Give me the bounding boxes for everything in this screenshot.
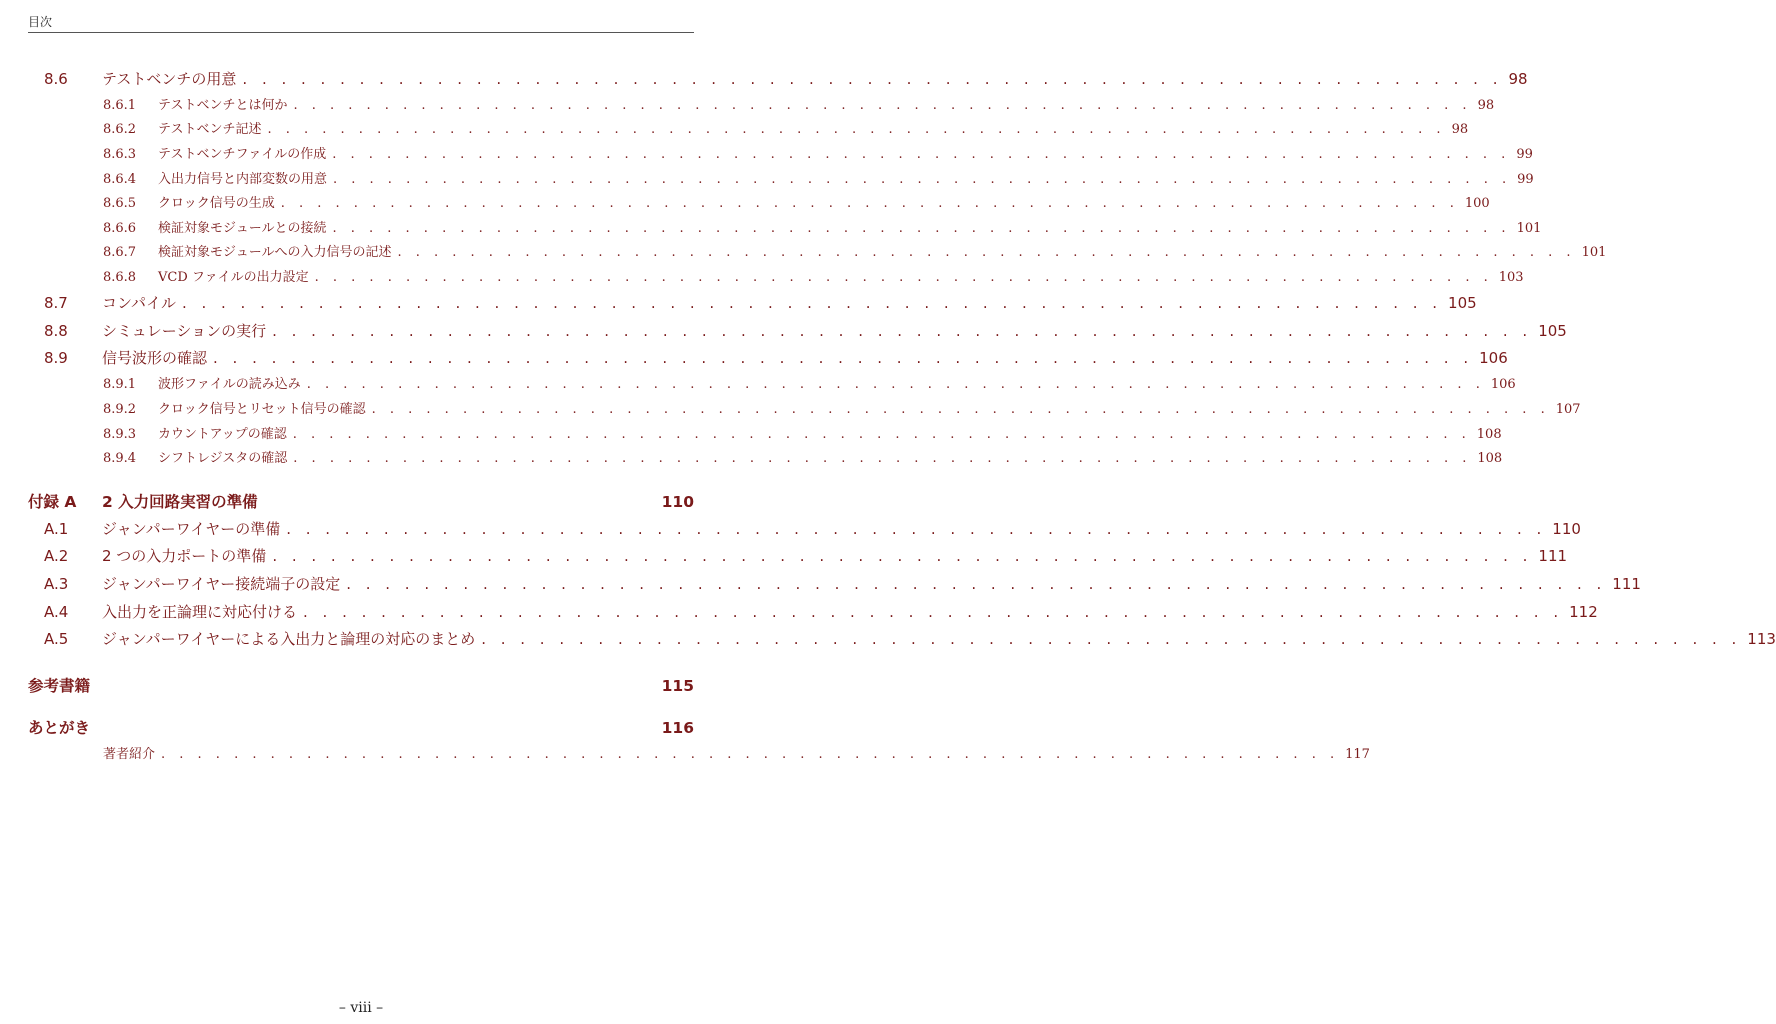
entry-title: 入出力を正論理に対応付ける <box>102 603 298 621</box>
toc-entry-author-profile[interactable] <box>103 743 1370 765</box>
dot-leader: . . . . . . . . . . . . . . . . . . . . . . . . . . . . . . . . . . . . . . . . . . . . . . . . . . . . . . . . . . . . . . . . . <box>332 221 1511 236</box>
toc-entry-8-6-8[interactable] <box>103 266 1524 288</box>
entry-number: 8.6 <box>44 70 68 88</box>
dot-leader: . . . . . . . . . . . . . . . . . . . . . . . . . . . . . . . . . . . . . . . . . . . . . . . . . . . . . . . . . . . . . . . . . <box>346 575 1607 593</box>
entry-title: ジャンパーワイヤー接続端子の設定 <box>102 575 341 593</box>
dot-leader: . . . . . . . . . . . . . . . . . . . . . . . . . . . . . . . . . . . . . . . . . . . . . . . . . . . . . . . . . . . . . . . . . <box>213 349 1474 367</box>
entry-title: テストベンチ記述 <box>158 122 262 137</box>
toc-entry-8-6-5[interactable] <box>103 192 1490 214</box>
entry-page: 108 <box>1476 427 1502 442</box>
entry-page: 98 <box>1451 122 1469 137</box>
entry-page: 116 <box>661 719 694 737</box>
dot-leader: . . . . . . . . . . . . . . . . . . . . . . . . . . . . . . . . . . . . . . . . . . . . . . . . . . . . . . . . . . . . . . . . . <box>303 603 1564 621</box>
entry-page: 111 <box>1538 547 1568 565</box>
dot-leader: . . . . . . . . . . . . . . . . . . . . . . . . . . . . . . . . . . . . . . . . . . . . . . . . . . . . . . . . . . . . . . . . . <box>481 630 1742 648</box>
dot-leader: . . . . . . . . . . . . . . . . . . . . . . . . . . . . . . . . . . . . . . . . . . . . . . . . . . . . . . . . . . . . . . . . . <box>371 402 1550 417</box>
entry-title: テストベンチファイルの作成 <box>158 147 327 162</box>
header-title: 目次 <box>28 15 53 29</box>
entry-number: 8.7 <box>44 294 68 312</box>
entry-page: 105 <box>1538 322 1567 340</box>
entry-title: 信号波形の確認 <box>102 349 208 367</box>
dot-leader: . . . . . . . . . . . . . . . . . . . . . . . . . . . . . . . . . . . . . . . . . . . . . . . . . . . . . . . . . . . . . . . . . <box>267 122 1446 137</box>
toc-entry-8-6-3[interactable] <box>103 143 1533 165</box>
toc-entry-8-9-3[interactable] <box>103 423 1502 445</box>
entry-page: 99 <box>1516 147 1533 162</box>
entry-number: 8.6.7 <box>103 245 137 260</box>
entry-title: テストベンチの用意 <box>102 70 237 88</box>
dot-leader: . . . . . . . . . . . . . . . . . . . . . . . . . . . . . . . . . . . . . . . . . . . . . . . . . . . . . . . . . . . . . . . . . <box>292 427 1471 442</box>
toc-entry-8-6-4[interactable] <box>103 168 1534 190</box>
dot-leader: . . . . . . . . . . . . . . . . . . . . . . . . . . . . . . . . . . . . . . . . . . . . . . . . . . . . . . . . . . . . . . . . . <box>161 747 1340 762</box>
toc-entry-a-3[interactable] <box>44 573 1641 597</box>
toc-entry-8-8[interactable] <box>44 320 1567 344</box>
entry-title: テストベンチとは何か <box>158 98 288 113</box>
toc-entry-8-6-2[interactable] <box>103 118 1469 140</box>
entry-number: 8.8 <box>44 322 68 340</box>
entry-number: 8.6.2 <box>103 122 137 137</box>
entry-number: 8.9.4 <box>103 451 137 466</box>
entry-title: あとがき <box>28 719 91 737</box>
entry-page: 101 <box>1516 221 1542 236</box>
dot-leader: . . . . . . . . . . . . . . . . . . . . . . . . . . . . . . . . . . . . . . . . . . . . . . . . . . . . . . . . . . . . . . . . . <box>293 451 1472 466</box>
entry-page: 110 <box>1552 520 1581 538</box>
entry-title: カウントアップの確認 <box>158 427 287 442</box>
dot-leader: . . . . . . . . . . . . . . . . . . . . . . . . . . . . . . . . . . . . . . . . . . . . . . . . . . . . . . . . . . . . . . . . . <box>306 377 1485 392</box>
entry-page: 113 <box>1747 630 1776 648</box>
entry-title: シフトレジスタの確認 <box>158 451 288 466</box>
toc-entry-8-9-1[interactable] <box>103 373 1516 395</box>
entry-page: 106 <box>1490 377 1516 392</box>
entry-page: 112 <box>1569 603 1598 621</box>
entry-title: 参考書籍 <box>28 677 91 695</box>
toc-chapter-bibliography[interactable] <box>28 674 694 700</box>
entry-number: 8.9.2 <box>103 402 137 417</box>
toc-entry-8-9[interactable] <box>44 347 1508 371</box>
dot-leader: . . . . . . . . . . . . . . . . . . . . . . . . . . . . . . . . . . . . . . . . . . . . . . . . . . . . . . . . . . . . . . . . . <box>280 196 1459 211</box>
entry-number: 8.6.1 <box>103 98 137 113</box>
toc-entry-a-5[interactable] <box>44 628 1776 652</box>
entry-page: 106 <box>1479 349 1508 367</box>
toc-entry-8-6-7[interactable] <box>103 241 1607 263</box>
entry-number: 8.9.1 <box>103 377 137 392</box>
entry-page: 98 <box>1508 70 1528 88</box>
entry-title: 波形ファイルの読み込み <box>158 377 301 392</box>
toc-entry-a-2[interactable] <box>44 545 1568 569</box>
entry-number: A.4 <box>44 603 69 621</box>
entry-page: 115 <box>661 677 694 695</box>
entry-number: 8.6.8 <box>103 270 137 285</box>
entry-page: 108 <box>1477 451 1503 466</box>
entry-page: 117 <box>1345 747 1370 762</box>
entry-title: 2 入力回路実習の準備 <box>102 493 258 511</box>
entry-page: 98 <box>1477 98 1495 113</box>
toc-entry-a-1[interactable] <box>44 518 1581 542</box>
entry-number: 8.9.3 <box>103 427 137 442</box>
dot-leader: . . . . . . . . . . . . . . . . . . . . . . . . . . . . . . . . . . . . . . . . . . . . . . . . . . . . . . . . . . . . . . . . . <box>181 294 1443 312</box>
entry-title: ジャンパーワイヤーの準備 <box>102 520 281 538</box>
entry-page: 105 <box>1448 294 1477 312</box>
dot-leader: . . . . . . . . . . . . . . . . . . . . . . . . . . . . . . . . . . . . . . . . . . . . . . . . . . . . . . . . . . . . . . . . . <box>272 322 1533 340</box>
toc-entry-8-7[interactable] <box>44 292 1477 316</box>
entry-number: 8.6.5 <box>103 196 137 211</box>
entry-number: 8.6.6 <box>103 221 137 236</box>
dot-leader: . . . . . . . . . . . . . . . . . . . . . . . . . . . . . . . . . . . . . . . . . . . . . . . . . . . . . . . . . . . . . . . . . <box>242 70 1503 88</box>
dot-leader: . . . . . . . . . . . . . . . . . . . . . . . . . . . . . . . . . . . . . . . . . . . . . . . . . . . . . . . . . . . . . . . . . <box>272 547 1533 565</box>
entry-number: 8.6.4 <box>103 172 137 187</box>
entry-title: 2 つの入力ポートの準備 <box>102 547 267 565</box>
entry-page: 103 <box>1498 270 1524 285</box>
toc-entry-8-6-1[interactable] <box>103 94 1495 116</box>
entry-number: A.2 <box>44 547 69 565</box>
dot-leader: . . . . . . . . . . . . . . . . . . . . . . . . . . . . . . . . . . . . . . . . . . . . . . . . . . . . . . . . . . . . . . . . . <box>286 520 1547 538</box>
page-number: – viii – <box>338 1000 384 1016</box>
entry-title: コンパイル <box>102 294 176 312</box>
toc-entry-8-9-2[interactable] <box>103 398 1581 420</box>
entry-title: VCD ファイルの出力設定 <box>158 270 309 285</box>
entry-number: 8.6.3 <box>103 147 137 162</box>
entry-title: 著者紹介 <box>103 747 156 762</box>
entry-title: クロック信号の生成 <box>158 196 275 211</box>
entry-page: 110 <box>661 493 694 511</box>
entry-page: 100 <box>1464 196 1490 211</box>
entry-title: ジャンパーワイヤーによる入出力と論理の対応のまとめ <box>102 630 476 648</box>
entry-page: 111 <box>1612 575 1641 593</box>
entry-number: 付録 A <box>28 493 77 511</box>
toc-entry-8-6-6[interactable] <box>103 217 1542 239</box>
dot-leader: . . . . . . . . . . . . . . . . . . . . . . . . . . . . . . . . . . . . . . . . . . . . . . . . . . . . . . . . . . . . . . . . . <box>397 245 1576 260</box>
dot-leader: . . . . . . . . . . . . . . . . . . . . . . . . . . . . . . . . . . . . . . . . . . . . . . . . . . . . . . . . . . . . . . . . . <box>314 270 1493 285</box>
entry-page: 99 <box>1517 172 1534 187</box>
entry-number: A.1 <box>44 520 69 538</box>
dot-leader: . . . . . . . . . . . . . . . . . . . . . . . . . . . . . . . . . . . . . . . . . . . . . . . . . . . . . . . . . . . . . . . . . <box>332 147 1511 162</box>
entry-title: クロック信号とリセット信号の確認 <box>158 402 366 417</box>
entry-title: 入出力信号と内部変数の用意 <box>158 172 328 187</box>
toc-entry-8-9-4[interactable] <box>103 447 1503 469</box>
toc-chapter-afterword[interactable] <box>28 716 694 742</box>
entry-number: A.3 <box>44 575 69 593</box>
entry-number: A.5 <box>44 630 69 648</box>
entry-title: シミュレーションの実行 <box>102 322 267 340</box>
toc-entry-8-6[interactable] <box>44 68 1528 92</box>
entry-page: 101 <box>1581 245 1607 260</box>
toc-chapter-appendix-a[interactable] <box>28 490 694 516</box>
entry-number: 8.9 <box>44 349 68 367</box>
dot-leader: . . . . . . . . . . . . . . . . . . . . . . . . . . . . . . . . . . . . . . . . . . . . . . . . . . . . . . . . . . . . . . . . . <box>333 172 1512 187</box>
entry-title: 検証対象モジュールへの入力信号の記述 <box>158 245 392 260</box>
entry-page: 107 <box>1555 402 1581 417</box>
dot-leader: . . . . . . . . . . . . . . . . . . . . . . . . . . . . . . . . . . . . . . . . . . . . . . . . . . . . . . . . . . . . . . . . . <box>293 98 1472 113</box>
entry-title: 検証対象モジュールとの接続 <box>158 221 327 236</box>
toc-entry-a-4[interactable] <box>44 601 1598 625</box>
